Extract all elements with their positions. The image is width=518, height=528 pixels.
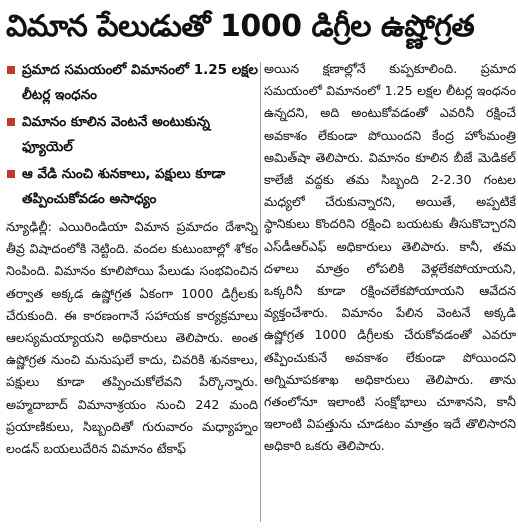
square-bullet-icon — [7, 118, 15, 126]
article-body-right: అయిన క్షణాల్లోనే కుప్పకూలింది. ప్రమాద సమయంలో విమానంలో 1.25 లక్షల లీటర్ల ఇంధనం ఉన్నదని, అది అంటుకోవడంతో ఎవరినీ రక్షించే అవకాశం లేకుండా పోయిందని కేంద్ర హోంమంత్రి అమిత్‌షా తెలిపారు. విమానం కూలిన బీజే మెడికల్ కాలేజీ వద్దకు తమ సిబ్బంది 2-2.30 గంటల మధ్యలో చేరుకున్నారని, అయితే, అప్పటికే స్థానికులు కొందరిని రక్షించి బయటకు తీసుకొచ్చారని ఎస్‌డీఆర్ఎఫ్ అధికారులు తెలిపారు. కానీ, తమ దళాలు మాత్రం లోపలికి వెళ్లలేకపోయాయని, ఒక్కరినీ కూడా రక్షించలేకపోయాయని ఆవేదన వ్యక్తంచేశారు. విమానం పేలిన వెంటనే అక్కడి ఉష్ణోగ్రత 1000 డిగ్రీలకు చేరుకోవడంతో ఎవరూ తప్పించుకునే అవకాశం లేకుండా పోయిందని అగ్నిమాపకశాఖ అధికారులు తెలిపారు. తాను గతంలోనూ ఇలాంటి సంక్షోభాలు చూశానని, కానీ ఇలాంటి విపత్తును చూడటం మాత్రం ఇదే తొలిసారని అధికారి ఒకరు తెలిపారు. — [264, 61, 516, 454]
highlight-item — [6, 110, 258, 160]
highlights-list — [6, 58, 258, 212]
article-body-left: న్యూఢిల్లీ: ఎయిరిండియా విమాన ప్రమాదం దేశాన్ని తీవ్ర విషాదంలోకి నెట్టింది. వందల కుటుంబాల్లో శోకం నింపింది. విమానం కూలిపోయి పేలుడు సంభవించిన తర్వాత అక్కడ ఉష్ణోగ్రత ఏకంగా 1000 డిగ్రీలకు చేరుకుంది. ఈ కారణంగానే సహాయక కార్యక్రమాలు ఆలస్యమయ్యాయని అధికారులు తెలిపారు. అంత ఉష్ణోగ్రత నుంచి మనుషులే కాదు, చివరికి శునకాలు, పక్షులు కూడా తప్పించుకోలేవని పేర్కొన్నారు. అహ్మదాబాద్ విమానాశ్రయం నుంచి 242 మంది ప్రయాణికులు, సిబ్బందితో గురువారం మధ్యాహ్నం లండన్ బయలుదేరిన విమానం టేకాఫ్ — [6, 219, 258, 457]
right-column — [264, 58, 516, 524]
square-bullet-icon — [7, 66, 15, 74]
left-column — [6, 58, 258, 524]
highlight-item — [6, 162, 258, 212]
highlight-item — [6, 58, 258, 108]
square-bullet-icon — [7, 170, 15, 178]
headline: విమాన పేలుడుతో 1000 డిగ్రీల ఉష్ణోగ్రత — [6, 9, 475, 44]
highlight-text: ఆ వేడి నుంచి శునకాలు, పక్షులు కూడా తప్పించుకోవడం అసాధ్యం — [22, 166, 226, 207]
highlight-text: విమానం కూలిన వెంటనే అంటుకున్న ఫ్యూయెల్ — [22, 114, 210, 155]
highlight-text: ప్రమాద సమయంలో విమానంలో 1.25 లక్షల లీటర్ల ఇంధనం — [22, 62, 258, 103]
column-divider — [260, 62, 261, 522]
